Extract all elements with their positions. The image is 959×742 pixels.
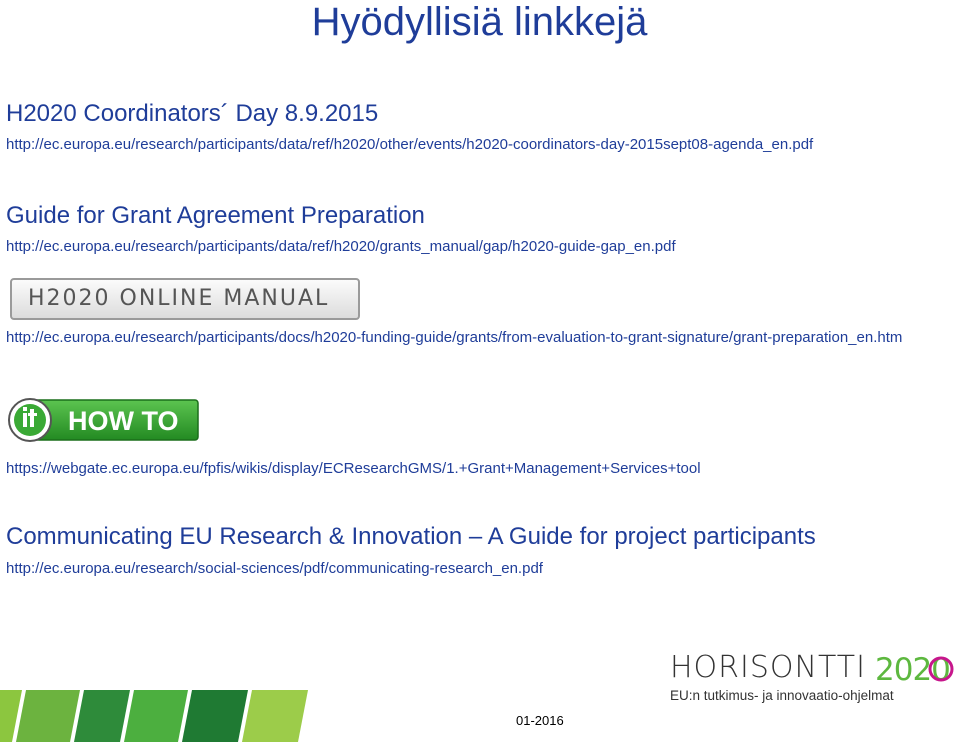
horisontti-2020-logo [670,650,959,710]
link-grant-management-services[interactable]: https://webgate.ec.europa.eu/fpfis/wikis/display/ECResearchGMS/1.+Grant+Management+Services+tool [6,460,701,477]
section-heading-grant-agreement-guide: Guide for Grant Agreement Preparation [6,202,425,229]
page-title: Hyödyllisiä linkkejä [311,0,648,44]
section-heading-communicating-research: Communicating EU Research & Innovation – A Guide for project participants [6,523,816,550]
link-grant-agreement-guide[interactable]: http://ec.europa.eu/research/participants/data/ref/h2020/grants_manual/gap/h2020-guide-gap_en.pdf [6,238,676,255]
logo-subtitle: EU:n tutkimus- ja innovaatio-ohjelmat [670,688,894,703]
link-communicating-research[interactable]: http://ec.europa.eu/research/social-sciences/pdf/communicating-research_en.pdf [6,560,543,577]
link-coordinators-day-agenda[interactable]: http://ec.europa.eu/research/participants/data/ref/h2020/other/events/h2020-coordinators-day-2015sept08-agenda_en.pdf [6,136,814,153]
svg-text:2020: 2020 [875,652,950,686]
green-stripes-decoration [0,690,320,742]
link-online-manual[interactable]: http://ec.europa.eu/research/participants/docs/h2020-funding-guide/grants/from-evaluation-to-grant-signature/grant-preparation_en.htm [6,329,903,346]
it-how-to-badge[interactable] [8,396,200,444]
logo-main-text: HORISONTTI [670,650,866,685]
logo-year-2020 [875,652,959,686]
section-heading-coordinators-day: H2020 Coordinators´ Day 8.9.2015 [6,100,379,127]
how-to-text: HOW TO [68,406,179,436]
footer-date: 01-2016 [516,713,564,728]
h2020-online-manual-badge[interactable]: H2020 ONLINE MANUAL [10,278,360,320]
it-how-to-icon [8,396,200,444]
